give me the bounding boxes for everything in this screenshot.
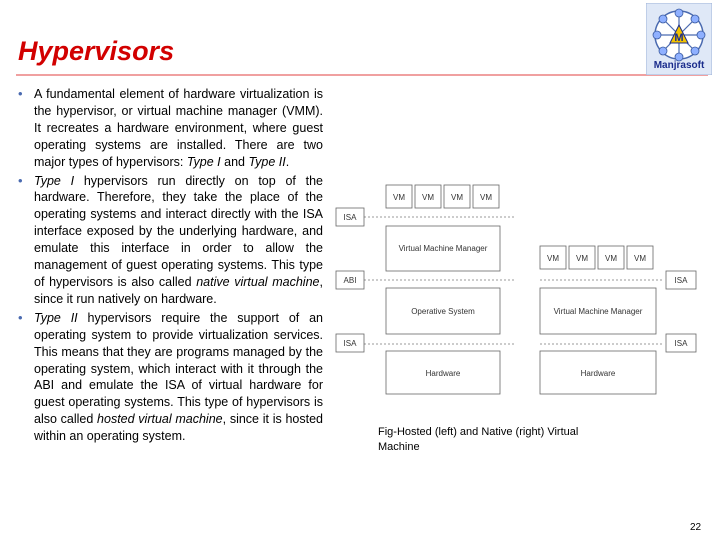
page-number: 22 xyxy=(690,522,702,533)
isa-label: ISA xyxy=(674,276,688,285)
bullet-item xyxy=(18,173,323,308)
slide-title: Hypervisors xyxy=(18,36,175,66)
vm-label: VM xyxy=(547,254,559,263)
svg-text:M: M xyxy=(674,32,684,44)
vm-label: VM xyxy=(451,193,463,202)
bullet-item xyxy=(18,86,323,171)
isa-label: ISA xyxy=(343,339,357,348)
title-divider xyxy=(16,74,708,76)
bullet-item xyxy=(18,310,323,445)
os-label: Operative System xyxy=(411,307,475,316)
figure-caption: Fig-Hosted (left) and Native (right) Virtual Machine xyxy=(378,426,579,453)
logo-text: Manjrasoft xyxy=(653,60,705,71)
isa-label: ISA xyxy=(674,339,688,348)
vmm-label: Virtual Machine Manager xyxy=(398,244,488,253)
isa-label: ISA xyxy=(343,213,357,222)
vm-label: VM xyxy=(605,254,617,263)
bullet-icon: • xyxy=(18,86,23,101)
vm-label: VM xyxy=(422,193,434,202)
vm-label: VM xyxy=(393,193,405,202)
bullet-list xyxy=(18,86,323,447)
abi-label: ABI xyxy=(343,276,357,285)
vm-label: VM xyxy=(576,254,588,263)
vmm-label: Virtual Machine Manager xyxy=(553,307,643,316)
hypervisor-diagram xyxy=(330,176,700,406)
bullet-text: Type II hypervisors require the support of an operating system to provide virtualization services. This means that they are programs managed by the operating system, which interact with it through the ABI and emulate the ISA of virtual hardware for guest operating systems. This type of hypervisors is also called hosted virtual machine, since it is hosted within an operating system. xyxy=(34,310,324,444)
vm-label: VM xyxy=(480,193,492,202)
vm-label: VM xyxy=(634,254,646,263)
bullet-icon: • xyxy=(18,309,23,325)
hardware-label: Hardware xyxy=(425,369,461,378)
bullet-icon: • xyxy=(18,172,23,188)
hardware-label: Hardware xyxy=(580,369,616,378)
bullet-text: Type I hypervisors run directly on top of the hardware. Therefore, they take the place of the operating systems and interact directly with the ISA interface exposed by the underlying hardware, and emulate this interface in order to allow the management of guest operating systems. This type of hypervisors is also called native virtual machine, since it run natively on hardware. xyxy=(34,173,323,306)
bullet-text: A fundamental element of hardware virtualization is the hypervisor, or virtual machine manager (VMM). It recreates a hardware environment, where guest operating systems are installed. There are two major types of hypervisors: Type I and Type II. xyxy=(34,87,323,169)
